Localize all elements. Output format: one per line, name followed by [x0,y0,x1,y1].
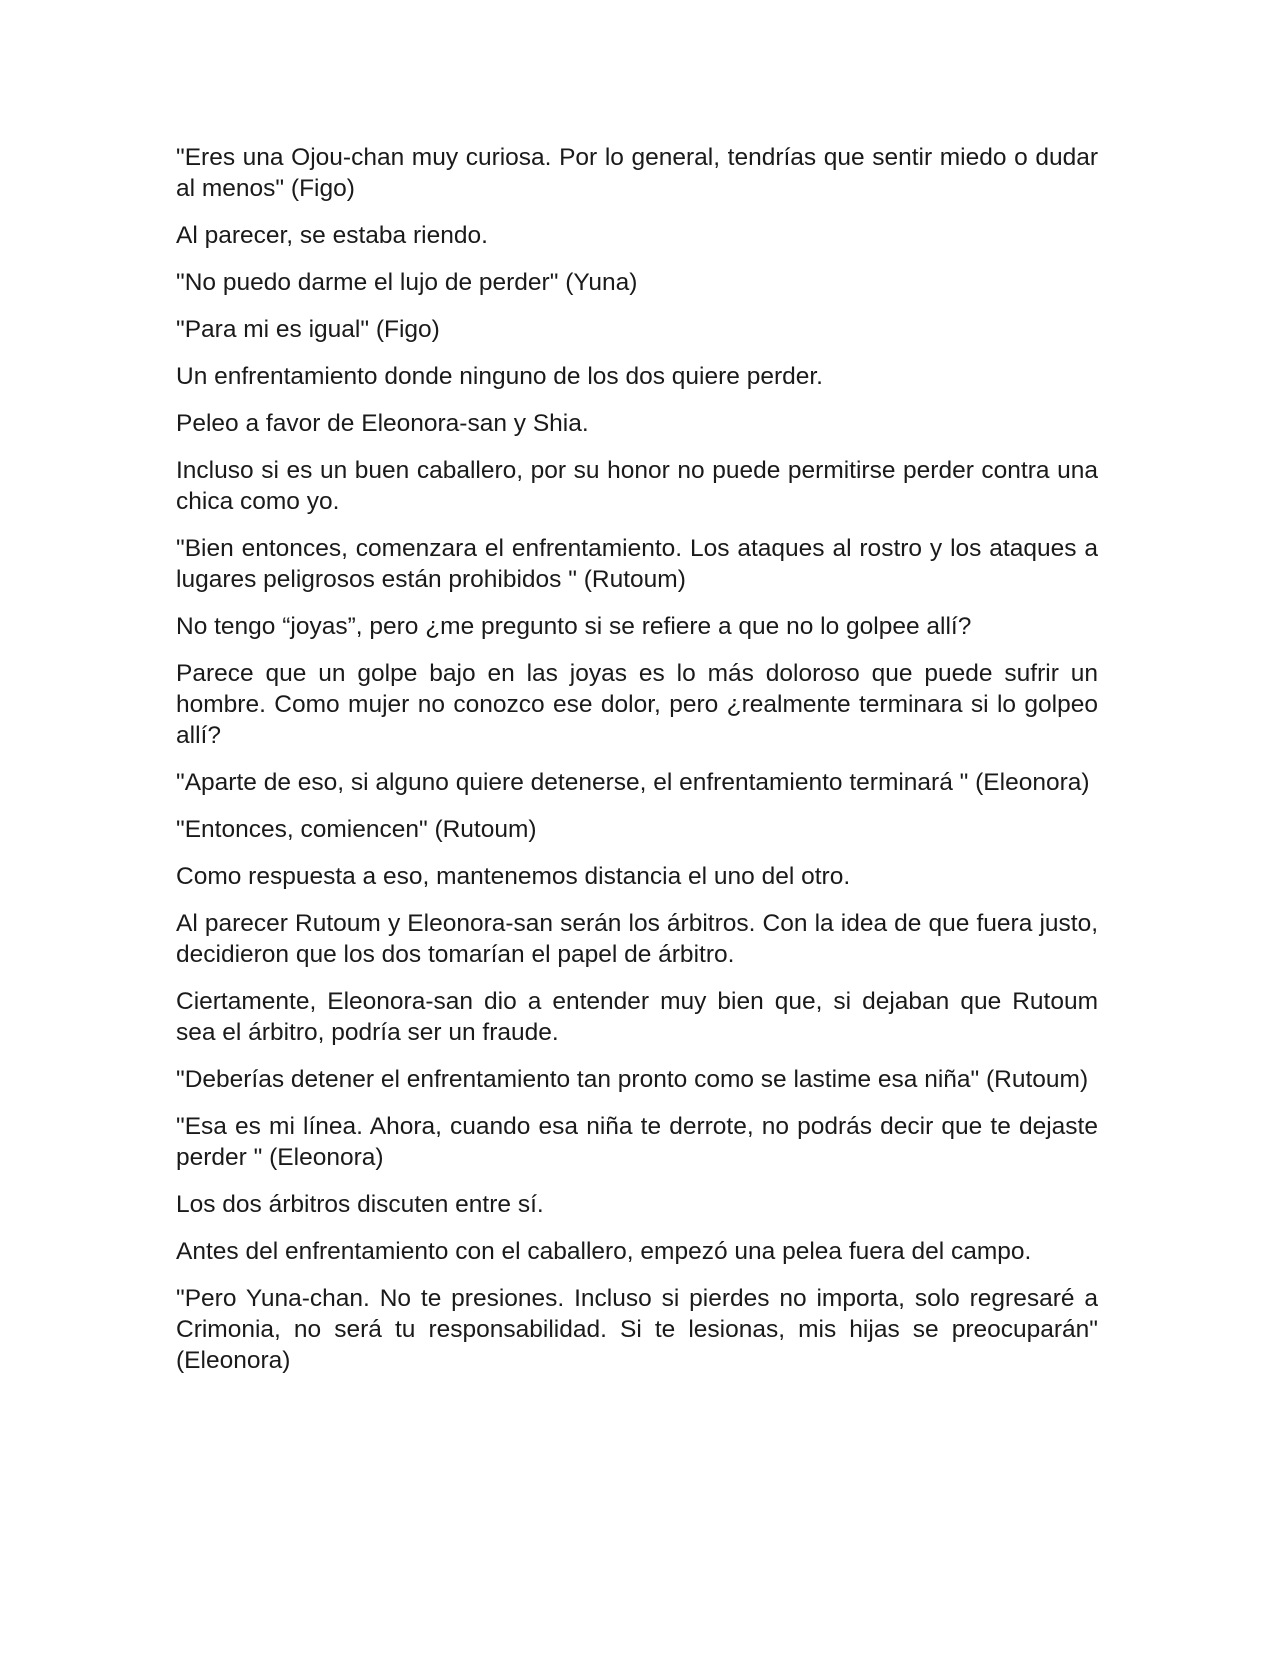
paragraph: "Eres una Ojou-chan muy curiosa. Por lo general, tendrías que sentir miedo o dudar al menos" (Figo) [176,144,1098,202]
paragraph: Peleo a favor de Eleonora-san y Shia. [176,410,589,437]
paragraph: Incluso si es un buen caballero, por su honor no puede permitirse perder contra una chica como yo. [176,457,1098,515]
paragraph: "No puedo darme el lujo de perder" (Yuna) [176,269,638,296]
paragraph: No tengo “joyas”, pero ¿me pregunto si se refiere a que no lo golpee allí? [176,613,972,640]
paragraph: Al parecer, se estaba riendo. [176,222,488,249]
paragraph: "Pero Yuna-chan. No te presiones. Incluso si pierdes no importa, solo regresaré a Crimonia, no será tu responsabilidad. Si te lesionas, mis hijas se preocuparán" (Eleonora) [176,1285,1098,1374]
paragraph: "Aparte de eso, si alguno quiere detenerse, el enfrentamiento terminará " (Eleonora) [176,769,1090,796]
paragraph: Al parecer Rutoum y Eleonora-san serán los árbitros. Con la idea de que fuera justo, decidieron que los dos tomarían el papel de árbitro. [176,910,1098,968]
paragraph: Parece que un golpe bajo en las joyas es lo más doloroso que puede sufrir un hombre. Como mujer no conozco ese dolor, pero ¿realmente terminara si lo golpeo allí? [176,660,1098,749]
paragraph: "Entonces, comiencen" (Rutoum) [176,816,537,843]
paragraph: Un enfrentamiento donde ninguno de los dos quiere perder. [176,363,823,390]
paragraph: "Deberías detener el enfrentamiento tan pronto como se lastime esa niña" (Rutoum) [176,1066,1089,1093]
paragraph: "Bien entonces, comenzara el enfrentamiento. Los ataques al rostro y los ataques a lugares peligrosos están prohibidos " (Rutoum) [176,535,1098,593]
paragraph: Los dos árbitros discuten entre sí. [176,1191,544,1218]
paragraph: "Esa es mi línea. Ahora, cuando esa niña te derrote, no podrás decir que te dejaste perder " (Eleonora) [176,1113,1098,1171]
paragraph: Ciertamente, Eleonora-san dio a entender muy bien que, si dejaban que Rutoum sea el árbitro, podría ser un fraude. [176,988,1098,1046]
document-body [176,142,1098,1392]
paragraph: Antes del enfrentamiento con el caballero, empezó una pelea fuera del campo. [176,1238,1032,1265]
paragraph: "Para mi es igual" (Figo) [176,316,440,343]
paragraph: Como respuesta a eso, mantenemos distancia el uno del otro. [176,863,851,890]
